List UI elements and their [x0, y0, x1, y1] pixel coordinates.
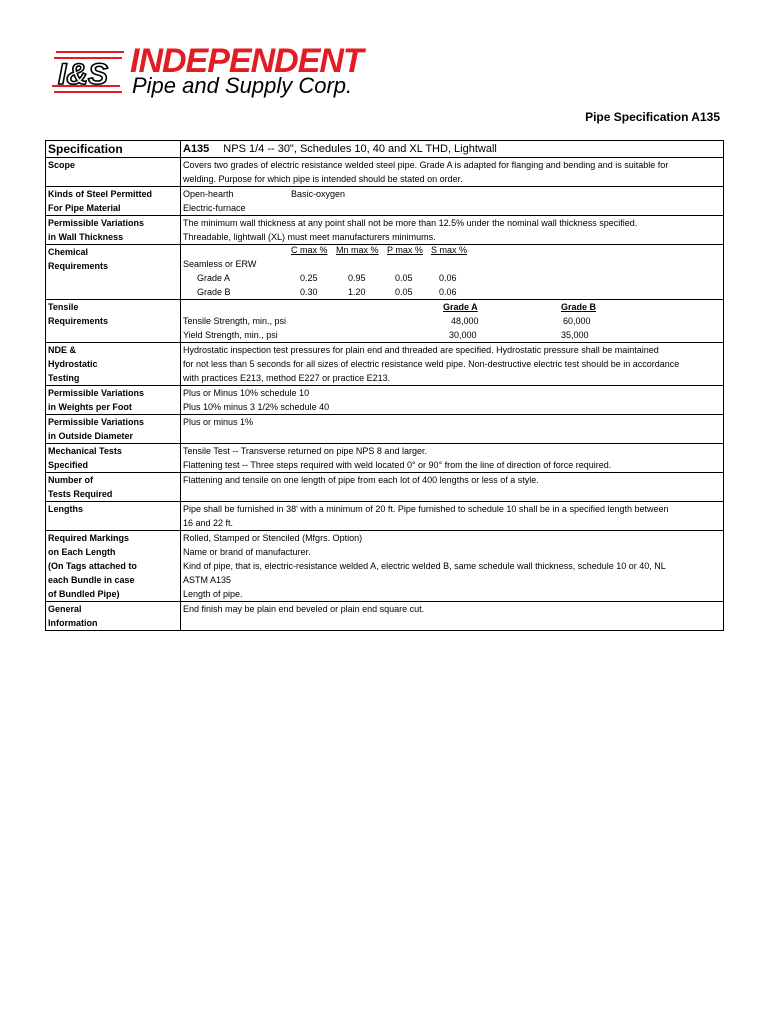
yield-strength-b: 35,000 [561, 330, 589, 340]
monogram-text: I&S [58, 58, 109, 91]
wall-text-1: The minimum wall thickness at any point shall not be more than 12.5% under the nominal wall thickness specified. [183, 218, 638, 228]
row-label: Information [48, 618, 98, 628]
row-label: Chemical [48, 247, 89, 257]
yield-strength-a: 30,000 [449, 330, 477, 340]
row-label: Mechanical Tests [48, 446, 122, 456]
table-row-tensile [46, 299, 723, 342]
row-label: Hydrostatic [48, 359, 98, 369]
markings-text-3: Kind of pipe, that is, electric-resistance welded A, electric welded B, same schedule wall thickness, schedule 10 or 40, NL [183, 561, 666, 571]
row-label: Permissible Variations [48, 417, 145, 427]
table-row-number-of-tests [46, 472, 723, 501]
nde-text-3: with practices E213, method E227 or practice E213. [183, 373, 391, 383]
number-text-1: Flattening and tensile on one length of pipe from each lot of 400 lengths or less of a style. [183, 475, 539, 485]
table-row-weights [46, 385, 723, 414]
row-label: Specified [48, 460, 89, 470]
document-title: Pipe Specification A135 [585, 110, 720, 124]
row-label: Requirements [48, 261, 109, 271]
table-row-nde [46, 342, 723, 385]
table-row-outside-diameter [46, 414, 723, 443]
markings-text-2: Name or brand of manufacturer. [183, 547, 311, 557]
chem-header: P max % [387, 245, 423, 255]
chem-header: S max % [431, 245, 468, 255]
spec-description: NPS 1/4 -- 30", Schedules 10, 40 and XL THD, Lightwall [223, 143, 497, 155]
chem-header: C max % [291, 245, 328, 255]
steel-basic-oxygen: Basic-oxygen [291, 189, 346, 199]
table-row-scope [46, 157, 723, 186]
specification-table [45, 140, 724, 631]
weights-text-2: Plus 10% minus 3 1/2% schedule 40 [183, 402, 330, 412]
table-row-kinds-of-steel [46, 186, 723, 215]
row-label: Number of [48, 475, 93, 485]
table-row-chemical [46, 244, 723, 299]
yield-strength-label: Yield Strength, min., psi [183, 330, 278, 340]
header-value [181, 141, 723, 157]
scope-text-1: Covers two grades of electric resistance welded steel pipe. Grade A is adapted for flanging and bending and is suitable for [183, 160, 669, 170]
row-label: General [48, 604, 82, 614]
wall-text-2: Threadable, lightwall (XL) must meet manufacturers minimums. [183, 232, 436, 242]
row-label: Permissible Variations [48, 388, 145, 398]
company-name: INDEPENDENT [130, 42, 363, 80]
table-row-general [46, 601, 723, 630]
row-label: NDE & [48, 345, 77, 355]
monogram-logo-icon [52, 46, 128, 96]
header-label: Specification [46, 141, 181, 157]
tensile-grade-a-header: Grade A [443, 302, 478, 312]
mech-text-2: Flattening test -- Three steps required with weld located 0° or 90° from the line of direction of force required. [183, 460, 612, 470]
row-label: For Pipe Material [48, 203, 121, 213]
row-label: each Bundle in case [48, 575, 135, 585]
spec-code: A135 [183, 143, 210, 155]
company-logo [52, 44, 412, 100]
chem-subhead: Seamless or ERW [183, 259, 257, 269]
markings-text-4: ASTM A135 [183, 575, 232, 585]
row-label: Tensile [48, 302, 79, 312]
row-label: (On Tags attached to [48, 561, 137, 571]
row-label: Kinds of Steel Permitted [48, 189, 153, 199]
weights-text-1: Plus or Minus 10% schedule 10 [183, 388, 310, 398]
row-label: Tests Required [48, 489, 113, 499]
tensile-strength-label: Tensile Strength, min., psi [183, 316, 287, 326]
steel-open-hearth: Open-hearth [183, 189, 234, 199]
nde-text-1: Hydrostatic inspection test pressures for plain end and threaded are specified. Hydrostatic pressure shall be maintained [183, 345, 659, 355]
table-row-wall-thickness [46, 215, 723, 244]
row-label: Requirements [48, 316, 109, 326]
lengths-text-2: 16 and 22 ft. [183, 518, 234, 528]
row-label: Scope [48, 160, 76, 170]
tensile-strength-b: 60,000 [563, 316, 591, 326]
steel-electric-furnace: Electric-furnace [183, 203, 246, 213]
mech-text-1: Tensile Test -- Transverse returned on pipe NPS 8 and larger. [183, 446, 427, 456]
lengths-text-1: Pipe shall be furnished in 38' with a minimum of 20 ft. Pipe furnished to schedule 10 shall be in a specified length between [183, 504, 669, 514]
chem-grade-row: Grade A 0.25 0.95 0.05 0.06 [197, 273, 457, 283]
table-row-markings [46, 530, 723, 601]
scope-text-2: welding. Purpose for which pipe is intended should be stated on order. [183, 174, 463, 184]
markings-text-5: Length of pipe. [183, 589, 243, 599]
table-row-lengths [46, 501, 723, 530]
chem-grade-row: Grade B 0.30 1.20 0.05 0.06 [197, 287, 457, 297]
table-row-mechanical-tests [46, 443, 723, 472]
row-label: Required Markings [48, 533, 130, 543]
row-label: of Bundled Pipe) [48, 589, 120, 599]
tensile-grade-b-header: Grade B [561, 302, 597, 312]
nde-text-2: for not less than 5 seconds for all sizes of electric resistance weld pipe. Non-destructive electric test should be in accordance [183, 359, 680, 369]
row-label: in Wall Thickness [48, 232, 124, 242]
table-header-row [46, 141, 723, 157]
company-subtitle: Pipe and Supply Corp. [132, 73, 353, 98]
row-label: Permissible Variations [48, 218, 145, 228]
row-label: in Outside Diameter [48, 431, 134, 441]
row-label: Testing [48, 373, 80, 383]
row-label: on Each Length [48, 547, 116, 557]
row-label: Lengths [48, 504, 83, 514]
od-text-1: Plus or minus 1% [183, 417, 254, 427]
chem-header: Mn max % [336, 245, 379, 255]
tensile-strength-a: 48,000 [451, 316, 479, 326]
general-text-1: End finish may be plain end beveled or plain end square cut. [183, 604, 425, 614]
row-label: in Weights per Foot [48, 402, 132, 412]
chem-header-line [183, 245, 723, 257]
markings-text-1: Rolled, Stamped or Stenciled (Mfgrs. Option) [183, 533, 363, 543]
